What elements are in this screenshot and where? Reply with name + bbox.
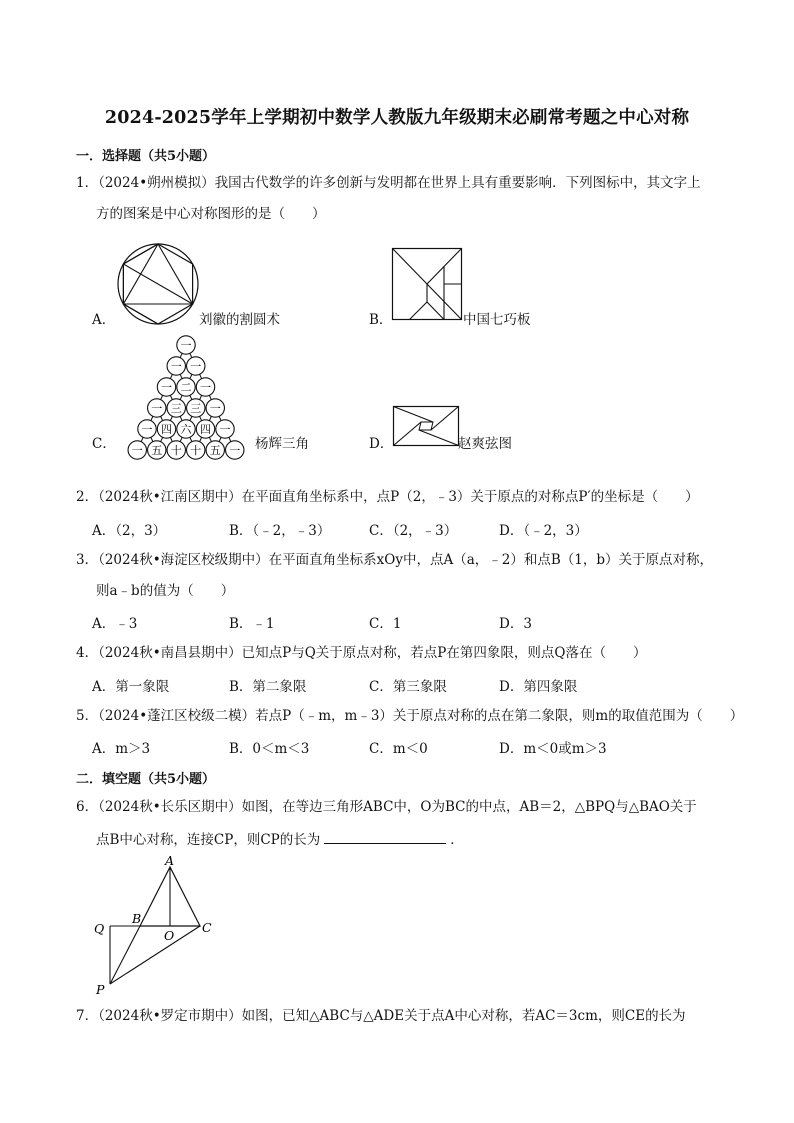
q3-option-b[interactable]: B．﹣1 [229, 616, 275, 632]
tangram-figure [392, 248, 462, 320]
q3-option-d[interactable]: D．3 [499, 616, 532, 632]
label-p: P [96, 982, 105, 997]
q2-option-b[interactable]: B．（﹣2，﹣3） [229, 523, 331, 539]
label-q: Q [94, 921, 105, 936]
question-2-text: 2．（2024秋•江南区期中）在平面直角坐标系中，点P（2，﹣3）关于原点的对称点P′的坐标是（ ） [76, 489, 699, 505]
yanghui-number: 二 [180, 381, 192, 394]
label-b: B [132, 911, 142, 926]
yanghui-number: 一 [131, 444, 143, 457]
yanghui-number: 十 [170, 444, 182, 457]
yanghui-number: 三 [170, 402, 182, 415]
yanghui-number: 四 [200, 423, 211, 436]
q3-option-a[interactable]: A．﹣3 [92, 616, 138, 632]
yanghui-number: 三 [190, 402, 202, 415]
yanghui-number: 一 [200, 381, 211, 394]
answer-blank[interactable] [324, 829, 446, 844]
q2-option-d[interactable]: D．（﹣2，3） [499, 523, 588, 539]
section-heading-choice: 一．选择题（共5小题） [76, 149, 216, 164]
yanghui-triangle-figure [116, 334, 256, 474]
question-1-text: 1．（2024•朔州模拟）我国古代数学的许多创新与发明都在世界上具有重要影响．下列图标中，其文字上 [76, 175, 701, 191]
zhaoshuang-figure [393, 406, 459, 446]
yanghui-number: 四 [161, 423, 172, 436]
option-c-letter[interactable]: C． [92, 436, 116, 452]
option-d-caption: 赵爽弦图 [458, 436, 512, 452]
page-title: 2024-2025学年上学期初中数学人教版九年级期末必刷常考题之中心对称 [104, 108, 690, 128]
question-3-text-cont: 则a﹣b的值为（ ） [96, 583, 235, 599]
question-1-text-cont: 方的图案是中心对称图形的是（ ） [96, 206, 326, 222]
yanghui-number: 一 [180, 339, 192, 352]
q6-geometry-figure [88, 853, 218, 997]
question-6-text-cont [96, 829, 464, 850]
q5-option-c[interactable]: C．m＜0 [369, 741, 428, 757]
q2-option-a[interactable]: A．（2，3） [92, 523, 167, 539]
question-6-text: 6．（2024秋•长乐区期中）如图，在等边三角形ABC中，O为BC的中点，AB＝2，△BPQ与△BAO关于 [76, 799, 697, 815]
question-3-text: 3．（2024秋•海淀区校级期中）在平面直角坐标系xOy中，点A（a，﹣2）和点B（1，b）关于原点对称， [76, 552, 714, 568]
question-5-text: 5．（2024•蓬江区校级二模）若点P（﹣m，m﹣3）关于原点对称的点在第二象限，则m的取值范围为（ ） [76, 708, 744, 724]
yanghui-number: 六 [180, 423, 192, 436]
option-a-caption: 刘徽的割圆术 [199, 312, 280, 328]
liuhui-circle-figure [116, 242, 200, 326]
q5-option-d[interactable]: D．m＜0或m＞3 [499, 741, 607, 757]
question-6-text-cont-body: 点B中心对称，连接CP，则CP的长为 [96, 832, 321, 848]
question-4-text: 4．（2024秋•南昌县期中）已知点P与Q关于原点对称，若点P在第四象限，则点Q落在（ ） [76, 645, 647, 661]
yanghui-number: 十 [190, 444, 202, 457]
q4-option-c[interactable]: C．第三象限 [369, 679, 447, 695]
label-c: C [202, 920, 212, 935]
yanghui-number: 一 [190, 360, 202, 373]
yanghui-number: 一 [229, 444, 241, 457]
option-c-caption: 杨辉三角 [255, 436, 309, 452]
question-7-text: 7．（2024秋•罗定市期中）如图，已知△ABC与△ADE关于点A中心对称，若AC＝3cm，则CE的长为 [76, 1008, 686, 1024]
option-b-letter[interactable]: B． [369, 312, 393, 328]
yanghui-number: 五 [151, 444, 163, 457]
yanghui-number: 一 [141, 423, 153, 436]
yanghui-number: 一 [151, 402, 163, 415]
q4-option-a[interactable]: A．第一象限 [92, 679, 170, 695]
label-a: A [165, 853, 175, 868]
yanghui-number: 一 [170, 360, 182, 373]
option-a-letter[interactable]: A． [92, 312, 116, 328]
q4-option-d[interactable]: D．第四象限 [499, 679, 578, 695]
question-6-period: ． [450, 832, 464, 848]
option-b-caption: 中国七巧板 [463, 312, 531, 328]
option-d-letter[interactable]: D． [369, 436, 394, 452]
q4-option-b[interactable]: B．第二象限 [229, 679, 307, 695]
q2-option-c[interactable]: C．（2，﹣3） [369, 523, 458, 539]
yanghui-number: 五 [209, 444, 221, 457]
section-heading-fill: 二．填空题（共5小题） [76, 772, 216, 787]
q5-option-b[interactable]: B．0＜m＜3 [229, 741, 310, 757]
label-o: O [164, 928, 175, 943]
yanghui-number: 一 [219, 423, 231, 436]
q5-option-a[interactable]: A．m＞3 [92, 741, 151, 757]
yanghui-number: 一 [209, 402, 221, 415]
yanghui-number: 一 [161, 381, 172, 394]
q3-option-c[interactable]: C．1 [369, 616, 402, 632]
